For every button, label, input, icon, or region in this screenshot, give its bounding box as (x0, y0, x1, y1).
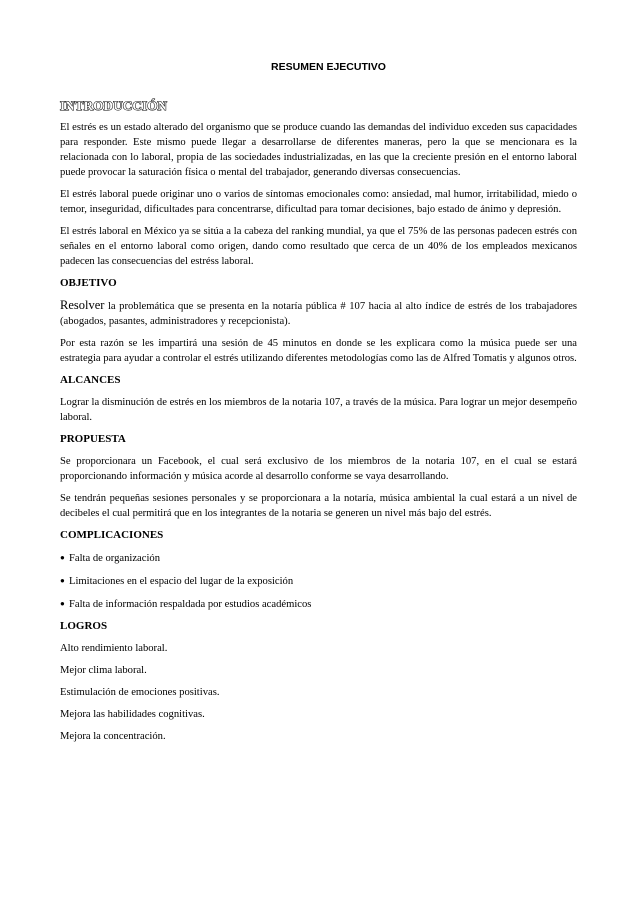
objetivo-heading: OBJETIVO (60, 277, 117, 289)
logros-heading: LOGROS (60, 620, 108, 632)
intro-heading: INTRODUCCIÓN (60, 98, 168, 113)
propuesta-paragraph-2: Se tendrán pequeñas sesiones personales y se proporcionara a la notaría, música ambiental la cual estará a un nivel de decibeles el cual permitirá que en los integrantes de la notaria se generen un nivel más bajo del estrés. (60, 493, 577, 519)
propuesta-paragraph-1: Se proporcionara un Facebook, el cual será exclusivo de los miembros de la notaria 107, en el cual se estará proporcionando información y música acorde al desarrollo conforme se vaya desarrollando. (60, 456, 577, 482)
bullet-icon: ● (60, 599, 65, 608)
document-page (60, 60, 577, 751)
bullet-icon: ● (60, 576, 65, 585)
list-item (60, 573, 577, 589)
objetivo-paragraph-1 (60, 298, 577, 329)
objetivo-lead-word: Resolver (60, 298, 105, 312)
list-item-text: Falta de organización (69, 553, 160, 564)
list-item-text: Limitaciones en el espacio del lugar de la exposición (69, 576, 294, 587)
propuesta-heading: PROPUESTA (60, 433, 126, 445)
list-item (60, 596, 577, 612)
list-item-text: Falta de información respaldada por estudios académicos (69, 599, 312, 610)
logro-item: Mejora la concentración. (60, 731, 166, 742)
intro-paragraph-2: El estrés laboral puede originar uno o varios de síntomas emocionales como: ansiedad, mal humor, irritabilidad, miedo o temor, inseguridad, dificultades para concentrarse, dificultad para tomar decisiones, bajo estado de ánimo y depresión. (60, 189, 577, 215)
logro-item: Estimulación de emociones positivas. (60, 687, 220, 698)
alcances-heading: ALCANCES (60, 374, 121, 386)
intro-paragraph-3: El estrés laboral en México ya se sitúa a la cabeza del ranking mundial, ya que el 75% de las personas padecen estrés con señales en el entorno laboral como origen, dando como resultado que cerca de un 40% de los empleados mexicanos padecen las consecuencias del estréss laboral. (60, 226, 577, 267)
bullet-icon: ● (60, 553, 65, 562)
logro-item: Alto rendimiento laboral. (60, 643, 168, 654)
list-item (60, 550, 577, 566)
objetivo-paragraph-2: Por esta razón se les impartirá una sesión de 45 minutos en donde se les explicara como la música puede ser una estrategia para ayudar a controlar el estrés utilizando diferentes metodologías como las de Alfred Tomatis y algunos otros. (60, 338, 577, 364)
complicaciones-list (60, 550, 577, 612)
alcances-paragraph: Lograr la disminución de estrés en los miembros de la notaria 107, a través de la música. Para lograr un mejor desempeño laboral. (60, 397, 577, 423)
logro-item: Mejor clima laboral. (60, 665, 147, 676)
logro-item: Mejora las habilidades cognitivas. (60, 709, 205, 720)
document-title: RESUMEN EJECUTIVO (271, 61, 386, 73)
intro-paragraph-1: El estrés es un estado alterado del organismo que se produce cuando las demandas del individuo exceden sus capacidades para responder. Este mismo puede llegar a desarrollarse de diferentes maneras, pero la que se mencionara es la relacionada con lo laboral, propia de las sociedades industrializadas, en las que la creciente presión en el entorno laboral puede provocar la saturación física o mental del trabajador, generando diversas consecuencias. (60, 122, 577, 178)
objetivo-paragraph-1-text: la problemática que se presenta en la notaría pública # 107 hacia al alto índice de estrés de los trabajadores (abogados, pasantes, administradores y recepcionista). (60, 301, 577, 327)
complicaciones-heading: COMPLICACIONES (60, 529, 164, 541)
